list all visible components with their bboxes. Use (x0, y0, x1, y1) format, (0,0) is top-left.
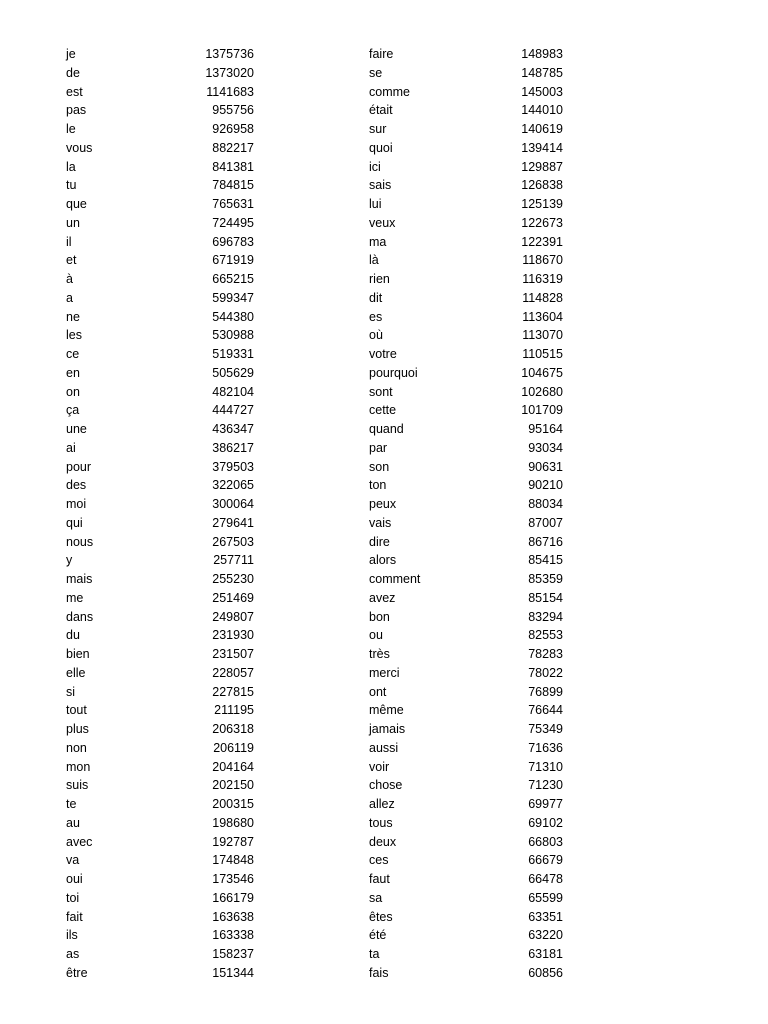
word-cell: pour (66, 459, 92, 474)
count-cell: 144010 (521, 103, 563, 118)
count-cell: 386217 (212, 440, 254, 455)
word-cell: en (66, 365, 80, 380)
word-cell: les (66, 328, 82, 343)
word-cell: non (66, 740, 87, 755)
word-cell: on (66, 384, 80, 399)
word-cell: votre (369, 347, 397, 361)
count-cell: 86716 (528, 534, 563, 549)
word-cell: fait (66, 909, 83, 924)
count-cell: 63181 (528, 947, 563, 961)
word-cell: me (66, 590, 84, 605)
word-cell: dit (369, 290, 383, 305)
count-cell: 544380 (212, 309, 254, 324)
word-cell: es (369, 309, 383, 324)
word-cell: ici (369, 159, 381, 174)
word-cell: qui (66, 515, 83, 530)
word-cell: là (369, 253, 379, 268)
word-cell: un (66, 215, 80, 230)
count-cell: 116319 (522, 272, 563, 286)
word-cell: alors (369, 553, 397, 568)
word-cell: sur (369, 122, 387, 136)
count-cell: 148983 (521, 47, 563, 61)
count-cell: 78283 (528, 647, 563, 661)
word-cell: êtes (369, 909, 393, 924)
count-cell: 90210 (528, 478, 563, 493)
count-cell: 71310 (528, 759, 563, 774)
word-cell: vous (66, 140, 93, 155)
word-cell: ces (369, 853, 389, 868)
word-cell: son (369, 459, 390, 474)
word-cell: jamais (369, 722, 406, 736)
word-cell: merci (369, 665, 400, 680)
count-cell: 76644 (528, 703, 563, 718)
word-cell: était (369, 103, 393, 118)
count-cell: 82553 (528, 628, 563, 643)
count-cell: 63351 (528, 909, 563, 924)
count-cell: 204164 (212, 759, 254, 774)
count-cell: 66478 (528, 872, 563, 886)
word-cell: faut (369, 872, 390, 886)
word-cell: que (66, 197, 87, 211)
word-cell: sont (369, 384, 393, 399)
word-cell: par (369, 440, 388, 455)
word-cell: pas (66, 103, 87, 118)
count-cell: 113070 (522, 328, 563, 343)
word-cell: as (66, 947, 80, 961)
count-cell: 88034 (528, 497, 563, 511)
word-cell: je (66, 47, 76, 61)
count-cell: 249807 (212, 609, 254, 624)
word-cell: voir (369, 759, 390, 774)
word-cell: se (369, 65, 383, 80)
count-cell: 926958 (212, 122, 254, 136)
word-cell: fais (369, 965, 389, 980)
count-cell: 122391 (521, 234, 563, 249)
word-cell: chose (369, 778, 403, 793)
count-cell: 95164 (528, 422, 563, 436)
word-cell: ton (369, 478, 387, 493)
count-cell: 882217 (212, 140, 254, 155)
count-cell: 784815 (212, 178, 254, 193)
count-cell: 665215 (212, 272, 254, 286)
count-cell: 71230 (528, 778, 563, 793)
count-cell: 78022 (528, 665, 563, 680)
count-cell: 255230 (212, 572, 254, 586)
word-cell: sa (369, 890, 383, 905)
word-cell: des (66, 478, 87, 493)
word-cell: même (369, 703, 404, 718)
count-cell: 163638 (212, 909, 254, 924)
count-cell: 118670 (522, 253, 563, 268)
word-cell: sais (369, 178, 392, 193)
word-cell: à (66, 272, 73, 286)
count-cell: 841381 (212, 159, 254, 174)
word-cell: quand (369, 422, 404, 436)
word-cell: il (66, 234, 72, 249)
word-cell: te (66, 797, 77, 811)
word-cell: elle (66, 665, 86, 680)
word-cell: ma (369, 234, 387, 249)
count-cell: 104675 (521, 365, 563, 380)
count-cell: 227815 (212, 684, 254, 699)
word-cell: tous (369, 815, 393, 830)
count-cell: 955756 (212, 103, 254, 118)
word-cell: mais (66, 572, 93, 586)
word-cell: est (66, 84, 83, 99)
count-cell: 322065 (212, 478, 254, 493)
count-cell: 206318 (212, 722, 254, 736)
count-cell: 63220 (528, 928, 563, 943)
word-cell: ils (66, 928, 78, 943)
word-cell: au (66, 815, 80, 830)
word-cell: la (66, 159, 76, 174)
word-cell: veux (369, 215, 396, 230)
count-cell: 125139 (521, 197, 563, 211)
word-cell: quoi (369, 140, 393, 155)
count-cell: 75349 (528, 722, 563, 736)
count-cell: 1141683 (206, 84, 254, 99)
word-cell: mon (66, 759, 91, 774)
word-cell: oui (66, 872, 83, 886)
count-cell: 85415 (528, 553, 563, 568)
count-cell: 166179 (212, 890, 254, 905)
count-cell: 1375736 (205, 47, 254, 61)
word-cell: très (369, 647, 390, 661)
count-cell: 71636 (528, 740, 563, 755)
word-cell: ta (369, 947, 380, 961)
count-cell: 69977 (528, 797, 563, 811)
word-cell: bien (66, 647, 90, 661)
count-cell: 65599 (528, 890, 563, 905)
count-cell: 436347 (212, 422, 254, 436)
count-cell: 139414 (521, 140, 563, 155)
word-cell: ne (66, 309, 80, 324)
word-cell: lui (369, 197, 382, 211)
count-cell: 211195 (214, 703, 254, 718)
count-cell: 76899 (528, 684, 563, 699)
word-cell: pourquoi (369, 365, 418, 380)
word-cell: été (369, 928, 387, 943)
count-cell: 69102 (528, 815, 563, 830)
count-cell: 206119 (213, 740, 254, 755)
word-cell: toi (66, 890, 80, 905)
word-cell: le (66, 122, 76, 136)
count-cell: 300064 (212, 497, 254, 511)
word-cell: ai (66, 440, 76, 455)
count-cell: 126838 (521, 178, 563, 193)
word-cell: comme (369, 84, 410, 99)
word-cell: ont (369, 684, 387, 699)
count-cell: 101709 (521, 403, 563, 418)
word-cell: du (66, 628, 80, 643)
word-cell: cette (369, 403, 397, 418)
count-cell: 505629 (212, 365, 254, 380)
count-cell: 765631 (212, 197, 254, 211)
word-cell: rien (369, 272, 390, 286)
count-cell: 198680 (212, 815, 254, 830)
count-cell: 87007 (528, 515, 563, 530)
count-cell: 267503 (212, 534, 254, 549)
word-cell: deux (369, 834, 397, 849)
count-cell: 202150 (212, 778, 254, 793)
count-cell: 257711 (213, 553, 254, 568)
count-cell: 163338 (212, 928, 254, 943)
count-cell: 279641 (212, 515, 254, 530)
word-cell: aussi (369, 740, 399, 755)
word-cell: ce (66, 347, 80, 361)
word-cell: être (66, 965, 88, 980)
count-cell: 724495 (212, 215, 254, 230)
word-cell: y (66, 553, 73, 568)
count-cell: 93034 (528, 440, 563, 455)
count-cell: 174848 (212, 853, 254, 868)
count-cell: 102680 (521, 384, 563, 399)
count-cell: 200315 (212, 797, 254, 811)
word-cell: plus (66, 722, 89, 736)
count-cell: 1373020 (205, 65, 254, 80)
word-cell: de (66, 65, 80, 80)
word-cell: va (66, 853, 80, 868)
word-cell: allez (369, 797, 395, 811)
count-cell: 60856 (528, 965, 563, 980)
count-cell: 66803 (528, 834, 563, 849)
word-cell: avec (66, 834, 93, 849)
word-cell: ou (369, 628, 383, 643)
word-cell: vais (369, 515, 392, 530)
count-cell: 379503 (212, 459, 254, 474)
count-cell: 85154 (528, 590, 563, 605)
count-cell: 671919 (212, 253, 254, 268)
count-cell: 90631 (528, 459, 563, 474)
word-cell: et (66, 253, 77, 268)
word-cell: peux (369, 497, 397, 511)
count-cell: 173546 (212, 872, 254, 886)
count-cell: 599347 (212, 290, 254, 305)
word-cell: dire (369, 534, 390, 549)
count-cell: 519331 (212, 347, 254, 361)
count-cell: 114828 (522, 290, 563, 305)
count-cell: 122673 (521, 215, 563, 230)
word-cell: tu (66, 178, 77, 193)
count-cell: 66679 (528, 853, 563, 868)
count-cell: 113604 (522, 309, 563, 324)
word-cell: ça (66, 403, 80, 418)
count-cell: 444727 (212, 403, 254, 418)
count-cell: 228057 (212, 665, 254, 680)
count-cell: 151344 (212, 965, 254, 980)
word-cell: a (66, 290, 73, 305)
count-cell: 145003 (521, 84, 563, 99)
count-cell: 231930 (212, 628, 254, 643)
word-cell: moi (66, 497, 87, 511)
count-cell: 83294 (528, 609, 563, 624)
word-cell: avez (369, 590, 396, 605)
word-cell: dans (66, 609, 94, 624)
word-cell: tout (66, 703, 87, 718)
word-cell: faire (369, 47, 394, 61)
word-cell: suis (66, 778, 89, 793)
count-cell: 251469 (212, 590, 254, 605)
word-cell: comment (369, 572, 421, 586)
word-cell: une (66, 422, 87, 436)
count-cell: 158237 (212, 947, 254, 961)
word-cell: nous (66, 534, 94, 549)
count-cell: 129887 (521, 159, 563, 174)
count-cell: 231507 (212, 647, 254, 661)
count-cell: 140619 (521, 122, 563, 136)
count-cell: 85359 (528, 572, 563, 586)
word-cell: où (369, 328, 383, 343)
word-cell: si (66, 684, 76, 699)
count-cell: 192787 (212, 834, 254, 849)
count-cell: 110515 (522, 347, 563, 361)
count-cell: 696783 (212, 234, 254, 249)
count-cell: 530988 (212, 328, 254, 343)
count-cell: 148785 (521, 65, 563, 80)
word-cell: bon (369, 609, 390, 624)
count-cell: 482104 (212, 384, 254, 399)
